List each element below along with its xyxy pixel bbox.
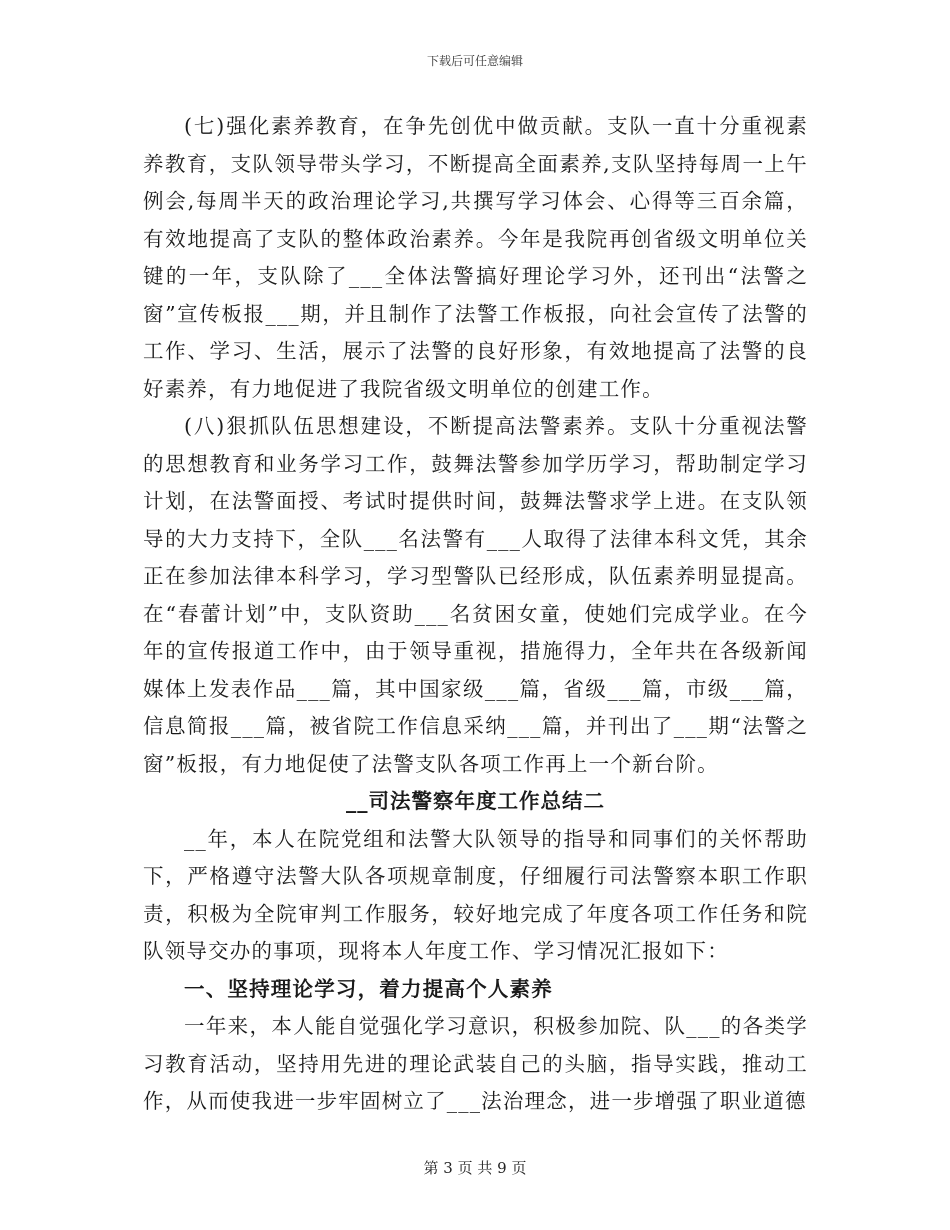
paragraph-eight: (八)狠抓队伍思想建设，不断提高法警素养。支队十分重视法警的思想教育和业务学习工作，鼓舞法警参加学历学习，帮助制定学习计划，在法警面授、考试时提供时间，鼓舞法警求学上进。在支队领导的大力支持下，全队___名法警有___人取得了法律本科文凭，其余正在参加法律本科学习，学习型警队已经形成，队伍素养明显提高。在“春蕾计划”中，支队资助___名贫困女童，使她们完成学业。在今年的宣传报道工作中，由于领导重视，措施得力，全年共在各级新闻媒体上发表作品___篇，其中国家级___篇，省级___篇，市级___篇，信息简报___篇，被省院工作信息采纳___篇，并刊出了___期“法警之窗”板报，有力地促使了法警支队各项工作再上一个新台阶。 bbox=[143, 414, 808, 776]
paragraph-study: 一年来，本人能自觉强化学习意识，积极参加院、队___的各类学习教育活动，坚持用先进的理论武装自己的头脑，指导实践，推动工作，从而使我进一步牢固树立了___法治理念，进一步增强了职业道德 bbox=[143, 1014, 808, 1113]
document-body bbox=[143, 108, 808, 1121]
page-number: 第 3 页 共 9 页 bbox=[423, 1159, 527, 1177]
page-header-note: 下载后可任意编辑 bbox=[426, 54, 523, 68]
subheading-one: 一、坚持理论学习，着力提高个人素养 bbox=[184, 976, 553, 1001]
section-title: __司法警察年度工作总结二 bbox=[346, 789, 605, 813]
paragraph-intro: __年，本人在院党组和法警大队领导的指导和同事们的关怀帮助下，严格遵守法警大队各项规章制度，仔细履行司法警察本职工作职责，积极为全院审判工作服务，较好地完成了年度各项工作任务和院队领导交办的事项，现将本人年度工作、学习情况汇报如下： bbox=[143, 826, 808, 963]
paragraph-seven: (七)强化素养教育，在争先创优中做贡献。支队一直十分重视素养教育，支队领导带头学习，不断提高全面素养,支队坚持每周一上午例会,每周半天的政治理论学习,共撰写学习体会、心得等三百余篇，有效地提高了支队的整体政治素养。今年是我院再创省级文明单位关键的一年，支队除了___全体法警搞好理论学习外，还刊出“法警之窗”宣传板报___期，并且制作了法警工作板报，向社会宣传了法警的工作、学习、生活，展示了法警的良好形象，有效地提高了法警的良好素养，有力地促进了我院省级文明单位的创建工作。 bbox=[143, 114, 808, 401]
